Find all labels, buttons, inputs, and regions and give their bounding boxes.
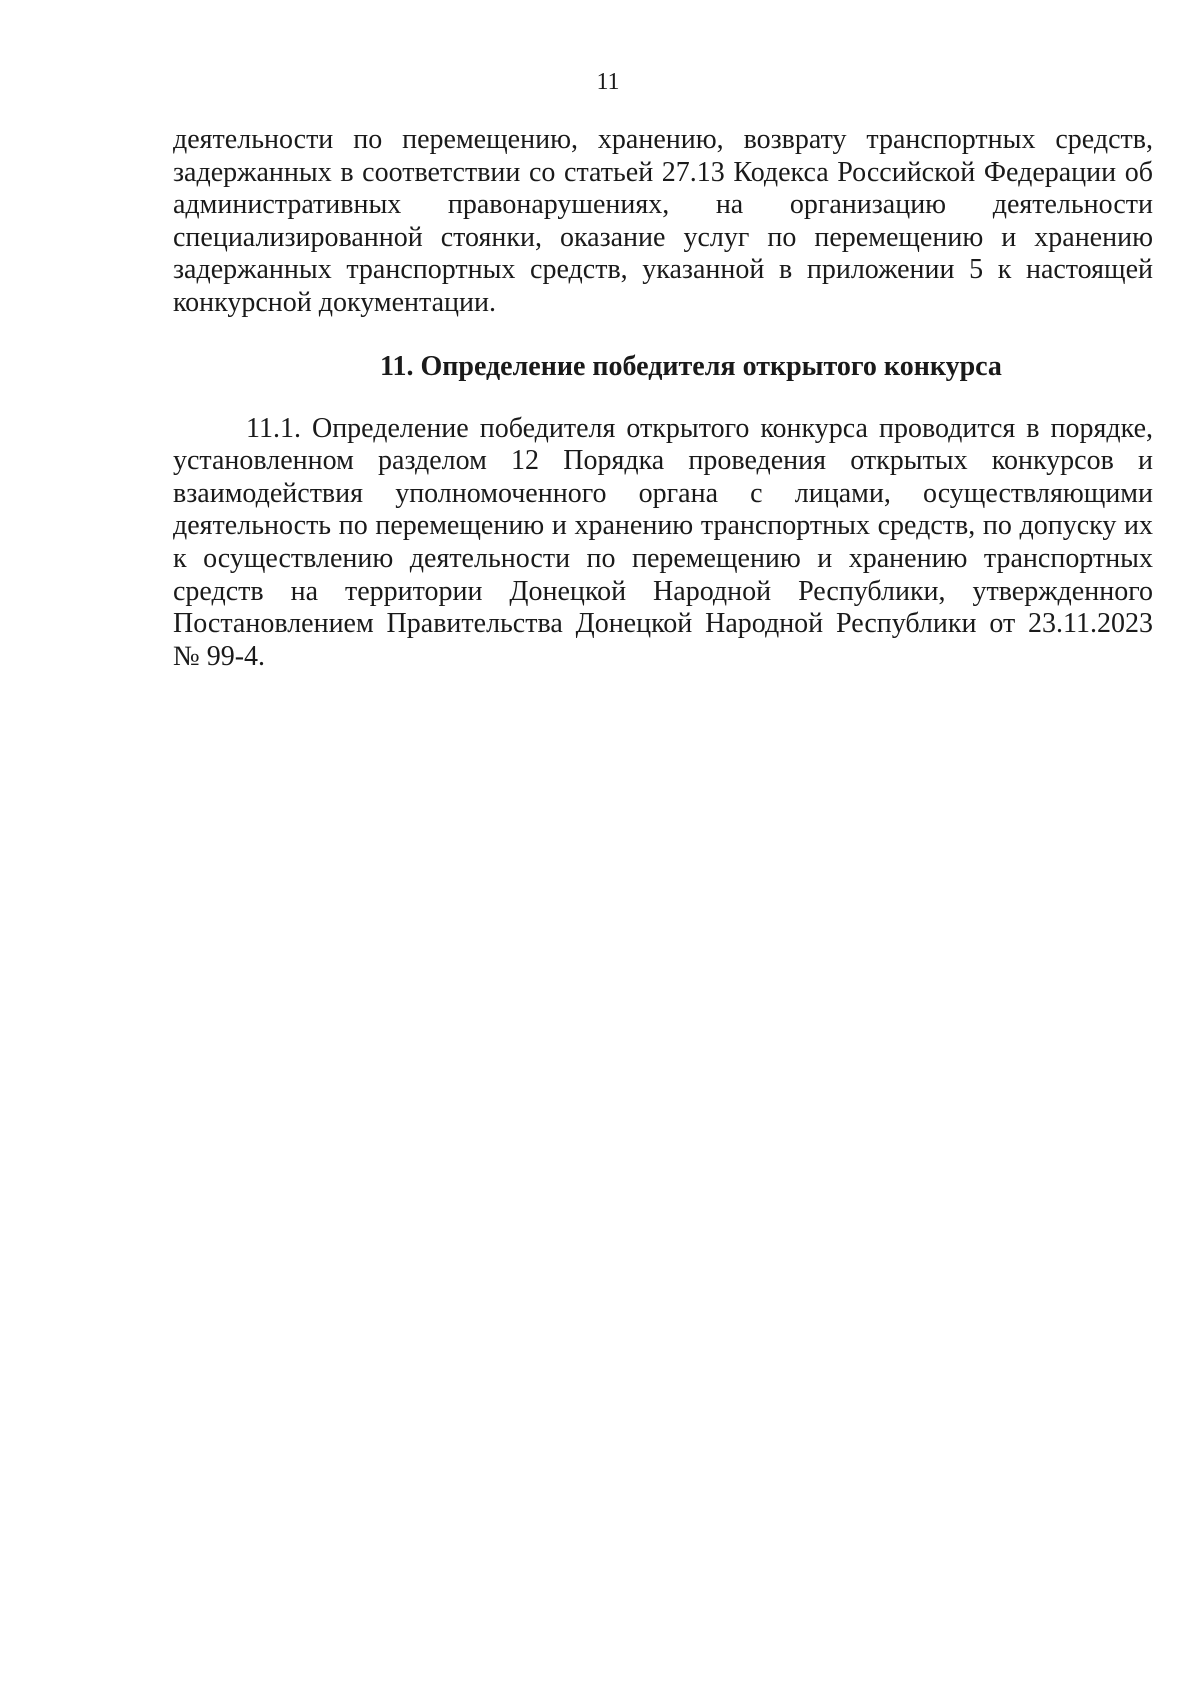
- text-line: Постановлением Правительства Донецкой Народной Республики от 23.11.2023: [173, 608, 1153, 640]
- text-line: к осуществлению деятельности по перемещению и хранению транспортных: [173, 542, 1153, 574]
- text-line: задержанных в соответствии со статьей 27.13 Кодекса Российской Федерации об: [173, 156, 1153, 188]
- page-number: 11: [596, 69, 620, 95]
- text-line: задержанных транспортных средств, указанной в приложении 5 к настоящей: [173, 254, 1153, 286]
- section-heading: 11. Определение победителя открытого конкурса: [380, 350, 1002, 382]
- text-line: административных правонарушениях, на организацию деятельности: [173, 189, 1153, 221]
- paragraph-continuation: [173, 124, 1153, 320]
- text-line: установленном разделом 12 Порядка проведения открытых конкурсов и: [173, 445, 1153, 477]
- text-line: взаимодействия уполномоченного органа с лицами, осуществляющими: [173, 477, 1153, 509]
- text-line: деятельности по перемещению, хранению, возврату транспортных средств,: [173, 124, 1153, 155]
- document-body: [173, 124, 1153, 673]
- paragraph-11-1: [173, 413, 1153, 674]
- text-line: № 99-4.: [173, 640, 266, 672]
- text-line: конкурсной документации.: [173, 286, 496, 318]
- text-line: специализированной стоянки, оказание услуг по перемещению и хранению: [173, 221, 1153, 253]
- text-line: средств на территории Донецкой Народной Республики, утвержденного: [173, 575, 1153, 607]
- text-line: 11.1. Определение победителя открытого конкурса проводится в порядке,: [246, 412, 1153, 444]
- text-line: деятельность по перемещению и хранению транспортных средств, по допуску их: [173, 510, 1153, 542]
